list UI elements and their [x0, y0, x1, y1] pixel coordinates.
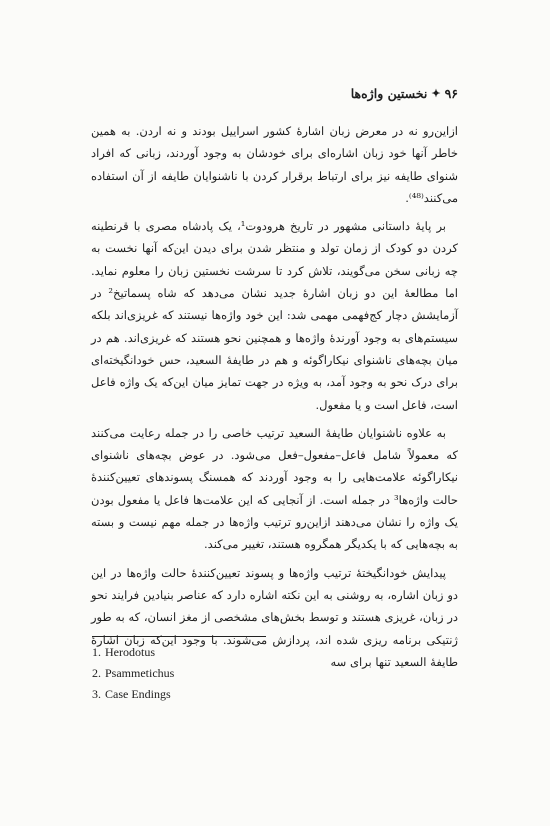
- running-header: [351, 86, 458, 101]
- footnotes: [92, 642, 392, 705]
- paragraph: به علاوه ناشنوایان طایفهٔ السعید ترتیب خاصی را در جمله رعایت می‌کنند که معمولاً شامل فاعل–مفعول–فعل می‌شود. در عوض بچه‌های ناشنوای نیکاراگوئه علامت‌هایی را به وجود آوردند که همسنگ پسوندهای تعیین‌کنندهٔ حالت واژه‌ها³ در جمله است. از آنجایی که این علامت‌ها فاعل یا مفعول بودن یک واژه را نشان می‌دهند ازاین‌رو ترتیب واژه‌ها در جمله مهم نیست و بسته به بچه‌هایی که با یکدیگر همگروه هستند، تغییر می‌کند.: [91, 425, 458, 552]
- footnote-item: [92, 642, 392, 663]
- footnote-item: [92, 663, 392, 684]
- paragraph: پیدایش خودانگیختهٔ ترتیب واژه‌ها و پسوند تعیین‌کنندهٔ حالت واژه‌ها در این دو زبان اشاره، به روشنی به این نکته اشاره دارد که عناصر بنیادین فرایند نحو در زبان، غریزی هستند و توسط بخش‌های مشخصی از مغز انسان، که به طور ژنتیکی برنامه ریزی شده اند، پردازش می‌شوند. با وجود این‌که زبان اشارهٔ طایفهٔ السعید تنها برای سه: [91, 565, 458, 669]
- page-number: ۹۶: [444, 86, 458, 101]
- chapter-title: نخستین واژه‌ها: [350, 86, 428, 101]
- paragraph: بر پایهٔ داستانی مشهور در تاریخ هرودوت¹، یک پادشاه مصری با قرنطینه کردن دو کودک از زمان تولد و منتظر شدن برای دیدن این‌که آنها نخست به چه زبانی سخن می‌گویند، تلاش کرد تا سرشت نخستین زبان را معلوم نماید. اما مطالعهٔ این دو زبان اشارهٔ جدید نشان می‌دهد که شاه پسماتیخ² در آزمایشش دچار کج‌فهمی مهمی شد: این خود واژه‌ها نیستند که غریزی‌اند بلکه سیستم‌های به وجود آورندهٔ واژه‌ها و همچنین نحو هستند که غریزی‌اند. هم در میان بچه‌های ناشنوای نیکاراگوئه و هم در طایفهٔ السعید، حس خودانگیخته‌ای برای درک نحو به وجود آمد، به ویژه در جهت تمایز میان این‌که یک واژه فاعل است، فاعل است و یا مفعول.: [91, 219, 458, 412]
- footnote-number: 2.: [92, 666, 101, 680]
- footnote-number: 3.: [92, 687, 101, 701]
- footnote-item: [92, 684, 392, 705]
- footnote-divider: [92, 636, 266, 637]
- footnote-number: 1.: [92, 645, 101, 659]
- body-text: [91, 120, 458, 679]
- footnote-text: Case Endings: [105, 687, 171, 701]
- footnote-text: Herodotus: [105, 645, 155, 659]
- star-separator-icon: ✦: [431, 87, 441, 100]
- paragraph: ازاین‌رو نه در معرض زبان اشارهٔ کشور اسراییل بودند و نه اردن. به همین خاطر آنها خود زبان اشاره‌ای برای خودشان به وجود آوردند، زبانی که افراد شنوای طایفه نیز برای ارتباط برقرار کردن با ناشنوایان طایفه از آن استفاده می‌کنند⁽⁴⁸⁾.: [91, 124, 458, 205]
- footnote-text: Psammetichus: [105, 666, 175, 680]
